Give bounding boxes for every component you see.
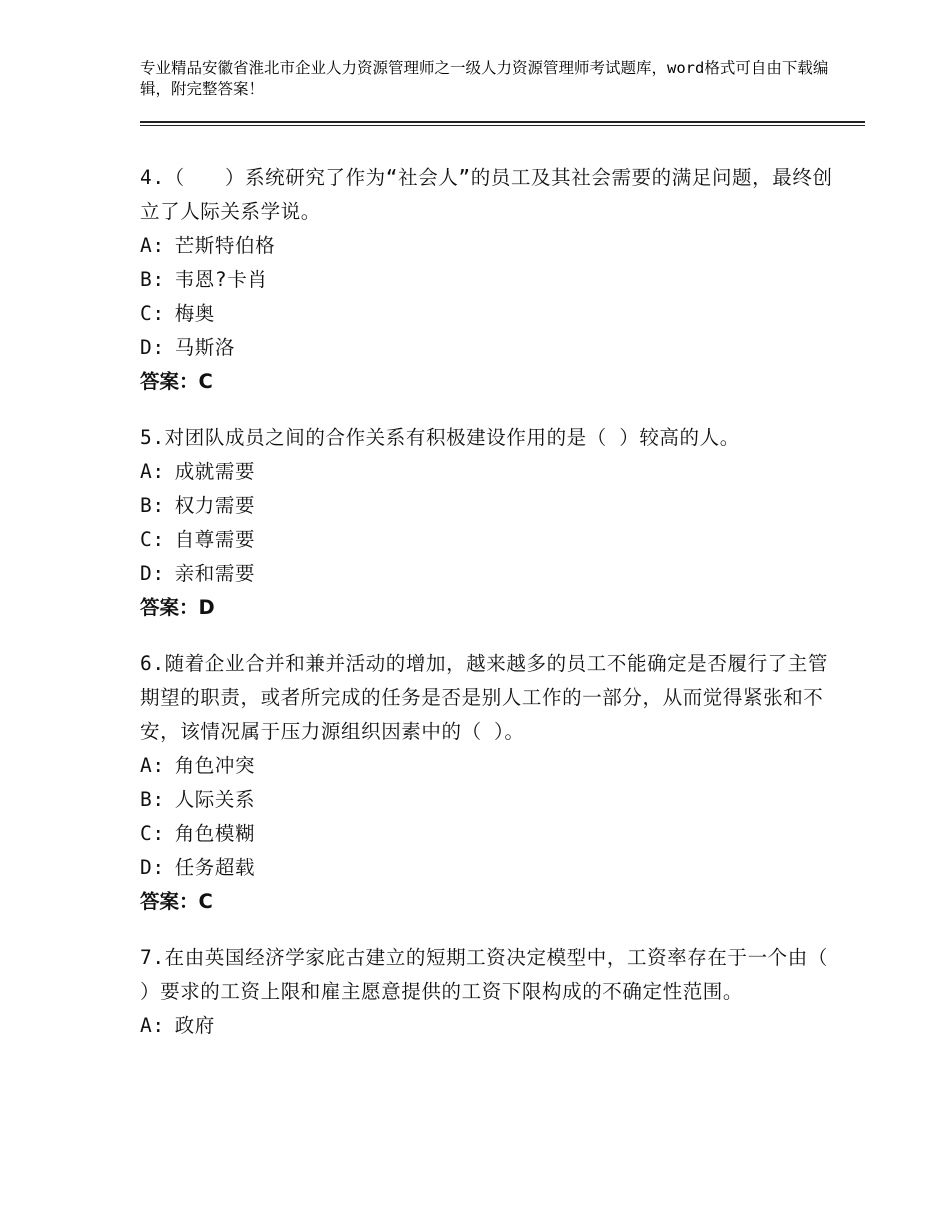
option-c: C: 自尊需要 xyxy=(140,528,256,551)
option-c: C: 角色模糊 xyxy=(140,822,256,845)
answer-label: 答案：C xyxy=(140,370,213,393)
question-stem: 6.随着企业合并和兼并活动的增加，越来越多的员工不能确定是否履行了主管期望的职责，或者所完成的任务是否是别人工作的一部分，从而觉得紧张和不安，该情况属于压力源组织因素中的（ ）。 xyxy=(140,652,828,743)
question-4 xyxy=(140,161,840,399)
option-a: A: 政府 xyxy=(140,1014,215,1037)
question-stem: 7.在由英国经济学家庇古建立的短期工资决定模型中，工资率存在于一个由（ ）要求的工资上限和雇主愿意提供的工资下限构成的不确定性范围。 xyxy=(140,946,828,1003)
option-b: B: 韦恩?卡肖 xyxy=(140,268,268,291)
header-rule-thick xyxy=(140,121,865,123)
question-stem: 5.对团队成员之间的合作关系有积极建设作用的是（ ）较高的人。 xyxy=(140,426,740,449)
answer-label: 答案：C xyxy=(140,890,213,913)
question-list xyxy=(140,161,840,1065)
option-b: B: 人际关系 xyxy=(140,788,256,811)
document-header: 专业精品安徽省淮北市企业人力资源管理师之一级人力资源管理师考试题库，word格式可自由下载编辑，附完整答案！ xyxy=(140,59,829,98)
option-d: D: 任务超载 xyxy=(140,856,256,879)
option-a: A: 角色冲突 xyxy=(140,754,256,777)
header-rule-thin xyxy=(140,125,865,126)
answer-label: 答案：D xyxy=(140,596,215,619)
option-d: D: 马斯洛 xyxy=(140,336,235,359)
question-5 xyxy=(140,421,840,625)
option-a: A: 成就需要 xyxy=(140,460,256,483)
option-c: C: 梅奥 xyxy=(140,302,215,325)
question-6 xyxy=(140,647,840,919)
option-d: D: 亲和需要 xyxy=(140,562,256,585)
option-b: B: 权力需要 xyxy=(140,494,256,517)
question-stem: 4.（ ）系统研究了作为“社会人”的员工及其社会需要的满足问题，最终创立了人际关系学说。 xyxy=(140,166,833,223)
option-a: A: 芒斯特伯格 xyxy=(140,234,276,257)
question-7 xyxy=(140,941,840,1043)
